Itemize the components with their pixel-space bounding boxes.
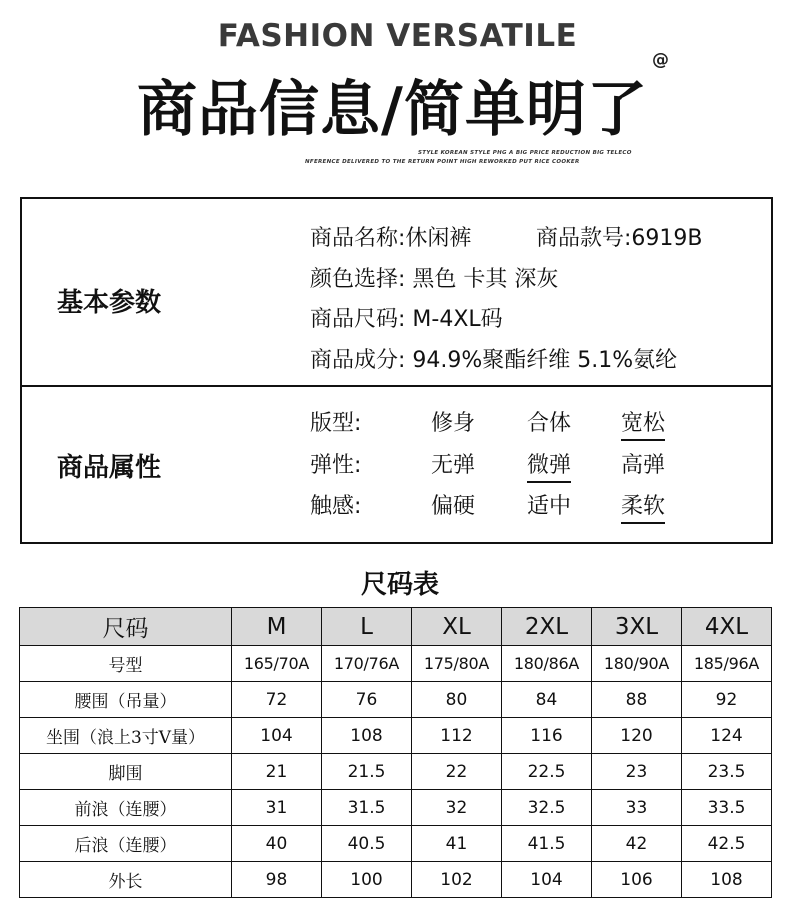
at-mark: @	[652, 50, 669, 70]
attributes-label: 商品属性	[57, 453, 162, 483]
row-label: 脚围	[20, 754, 232, 790]
table-cell: 23	[592, 754, 682, 790]
table-cell: 185/96A	[682, 646, 772, 682]
table-cell: 32	[412, 790, 502, 826]
table-cell: 104	[502, 862, 592, 898]
table-cell: 80	[412, 682, 502, 718]
table-cell: 92	[682, 682, 772, 718]
table-row	[20, 862, 772, 898]
table-cell: 180/90A	[592, 646, 682, 682]
table-cell: 42	[592, 826, 682, 862]
chinese-title: 商品信息/简单明了	[137, 75, 648, 145]
header-cell: M	[232, 608, 322, 646]
english-title: FASHION VERSATILE	[217, 18, 578, 54]
table-cell: 31	[232, 790, 322, 826]
table-cell: 41.5	[502, 826, 592, 862]
table-cell: 40.5	[322, 826, 412, 862]
table-cell: 180/86A	[502, 646, 592, 682]
decorative-tagline-1: STYLE KOREAN STYLE PHG A BIG PRICE REDUCTION BIG TELECO	[418, 150, 632, 156]
table-cell: 98	[232, 862, 322, 898]
table-cell: 175/80A	[412, 646, 502, 682]
size-line: 商品尺码: M-4XL码	[310, 307, 503, 332]
material-line: 商品成分: 94.9%聚酯纤维 5.1%氨纶	[310, 348, 678, 373]
table-row	[20, 790, 772, 826]
table-cell: 104	[232, 718, 322, 754]
header-cell: 4XL	[682, 608, 772, 646]
attribute-option: 合体	[527, 411, 572, 436]
table-cell: 22.5	[502, 754, 592, 790]
header-cell: 2XL	[502, 608, 592, 646]
header-cell: L	[322, 608, 412, 646]
row-label: 外长	[20, 862, 232, 898]
header-cell: 3XL	[592, 608, 682, 646]
table-cell: 88	[592, 682, 682, 718]
table-cell: 108	[322, 718, 412, 754]
table-cell: 40	[232, 826, 322, 862]
attribute-option: 无弹	[431, 453, 476, 478]
size-table-header-row	[20, 608, 772, 646]
table-cell: 42.5	[682, 826, 772, 862]
header-cell: 尺码	[20, 608, 232, 646]
table-cell: 22	[412, 754, 502, 790]
product-code: 商品款号:6919B	[536, 226, 703, 251]
table-cell: 116	[502, 718, 592, 754]
product-name-line	[310, 221, 703, 252]
size-table	[19, 607, 772, 898]
attribute-option: 修身	[431, 411, 476, 436]
attribute-option: 偏硬	[431, 494, 476, 519]
table-cell: 72	[232, 682, 322, 718]
table-cell: 33.5	[682, 790, 772, 826]
table-row	[20, 754, 772, 790]
table-cell: 31.5	[322, 790, 412, 826]
table-cell: 102	[412, 862, 502, 898]
table-row	[20, 682, 772, 718]
table-cell: 76	[322, 682, 412, 718]
table-cell: 21	[232, 754, 322, 790]
row-label: 腰围（吊量）	[20, 682, 232, 718]
table-row	[20, 826, 772, 862]
table-cell: 100	[322, 862, 412, 898]
attribute-option: 微弹	[527, 448, 571, 483]
attribute-option: 宽松	[621, 406, 665, 441]
table-row	[20, 646, 772, 682]
attribute-option: 高弹	[621, 453, 666, 478]
info-divider	[22, 385, 771, 387]
attribute-key: 弹性:	[310, 453, 362, 478]
attribute-option: 适中	[527, 494, 572, 519]
header-cell: XL	[412, 608, 502, 646]
attribute-option: 柔软	[621, 489, 665, 524]
row-label: 前浪（连腰）	[20, 790, 232, 826]
table-cell: 33	[592, 790, 682, 826]
table-cell: 32.5	[502, 790, 592, 826]
attribute-key: 触感:	[310, 494, 362, 519]
table-cell: 124	[682, 718, 772, 754]
table-cell: 120	[592, 718, 682, 754]
row-label: 号型	[20, 646, 232, 682]
attribute-key: 版型:	[310, 411, 362, 436]
row-label: 坐围（浪上3寸V量）	[20, 718, 232, 754]
row-label: 后浪（连腰）	[20, 826, 232, 862]
table-cell: 170/76A	[322, 646, 412, 682]
table-cell: 84	[502, 682, 592, 718]
table-row	[20, 718, 772, 754]
color-line: 颜色选择: 黑色 卡其 深灰	[310, 267, 559, 292]
table-cell: 41	[412, 826, 502, 862]
product-info-box	[20, 197, 773, 544]
table-cell: 21.5	[322, 754, 412, 790]
basic-params-label: 基本参数	[57, 288, 162, 318]
product-name: 商品名称:休闲裤	[310, 226, 472, 251]
decorative-tagline-2: NFERENCE DELIVERED TO THE RETURN POINT HIGH REWORKED PUT RICE COOKER	[305, 159, 580, 165]
table-cell: 112	[412, 718, 502, 754]
table-cell: 108	[682, 862, 772, 898]
size-chart-heading: 尺码表	[360, 570, 439, 600]
table-cell: 23.5	[682, 754, 772, 790]
table-cell: 106	[592, 862, 682, 898]
table-cell: 165/70A	[232, 646, 322, 682]
